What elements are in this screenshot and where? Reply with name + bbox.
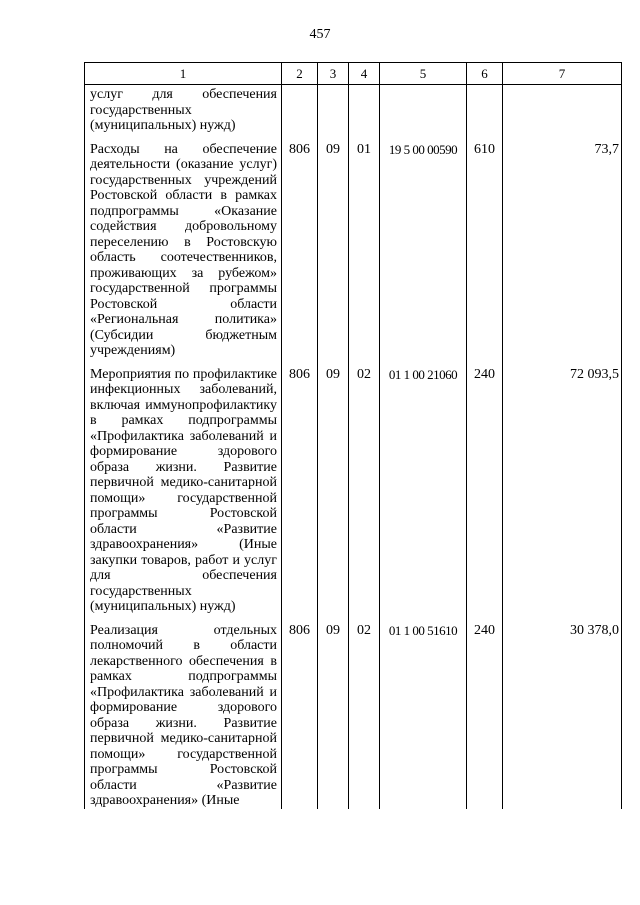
row-section: 09 [318, 134, 349, 359]
table-row [85, 85, 622, 134]
row-subsection: 01 [349, 134, 380, 359]
budget-table [84, 62, 622, 809]
row-section: 09 [318, 359, 349, 615]
row-code: 806 [282, 615, 318, 809]
row-subsection [349, 85, 380, 134]
row-section: 09 [318, 615, 349, 809]
row-subsection: 02 [349, 359, 380, 615]
header-col-3: 3 [318, 63, 349, 85]
table-row [85, 134, 622, 359]
row-description: Реализация отдельных полномочий в области лекарственного обеспечения в рамках подпрограммы «Профилактика заболеваний и формирование здорового образа жизни. Развитие первичной медико-санитарной помощи» государственной программы Ростовской области «Развитие здравоохранения» (Иные [85, 615, 282, 809]
table-body [85, 85, 622, 809]
header-col-7: 7 [503, 63, 622, 85]
row-description: Мероприятия по профилактике инфекционных заболеваний, включая иммунопрофилактику в рамках подпрограммы «Профилактика заболеваний и формирование здорового образа жизни. Развитие первичной медико-санитарной помощи» государственной программы Ростовской области «Развитие здравоохранения» (Иные закупки товаров, работ и услуг для обеспечения государственных (муниципальных) нужд) [85, 359, 282, 615]
row-code: 806 [282, 134, 318, 359]
row-amount: 73,7 [503, 134, 622, 359]
header-col-4: 4 [349, 63, 380, 85]
row-target: 01 1 00 51610 [380, 615, 467, 809]
header-col-5: 5 [380, 63, 467, 85]
row-amount: 72 093,5 [503, 359, 622, 615]
table-row [85, 359, 622, 615]
row-vr: 240 [467, 615, 503, 809]
row-vr [467, 85, 503, 134]
row-amount [503, 85, 622, 134]
row-code [282, 85, 318, 134]
row-vr: 610 [467, 134, 503, 359]
header-col-1: 1 [85, 63, 282, 85]
row-target: 19 5 00 00590 [380, 134, 467, 359]
page-number: 457 [309, 27, 331, 42]
row-code: 806 [282, 359, 318, 615]
header-col-6: 6 [467, 63, 503, 85]
table-header [85, 63, 622, 85]
row-description: Расходы на обеспечение деятельности (оказание услуг) государственных учреждений Ростовской области в рамках подпрограммы «Оказание содействия добровольному переселению в Ростовскую область соотечественников, проживающих за рубежом» государственной программы Ростовской области «Региональная политика» (Субсидии бюджетным учреждениям) [85, 134, 282, 359]
header-col-2: 2 [282, 63, 318, 85]
row-section [318, 85, 349, 134]
table-row [85, 615, 622, 809]
row-amount: 30 378,0 [503, 615, 622, 809]
row-subsection: 02 [349, 615, 380, 809]
row-vr: 240 [467, 359, 503, 615]
header-row [85, 63, 622, 85]
row-description: услуг для обеспечения государственных (муниципальных) нужд) [85, 85, 282, 134]
row-target: 01 1 00 21060 [380, 359, 467, 615]
row-target [380, 85, 467, 134]
